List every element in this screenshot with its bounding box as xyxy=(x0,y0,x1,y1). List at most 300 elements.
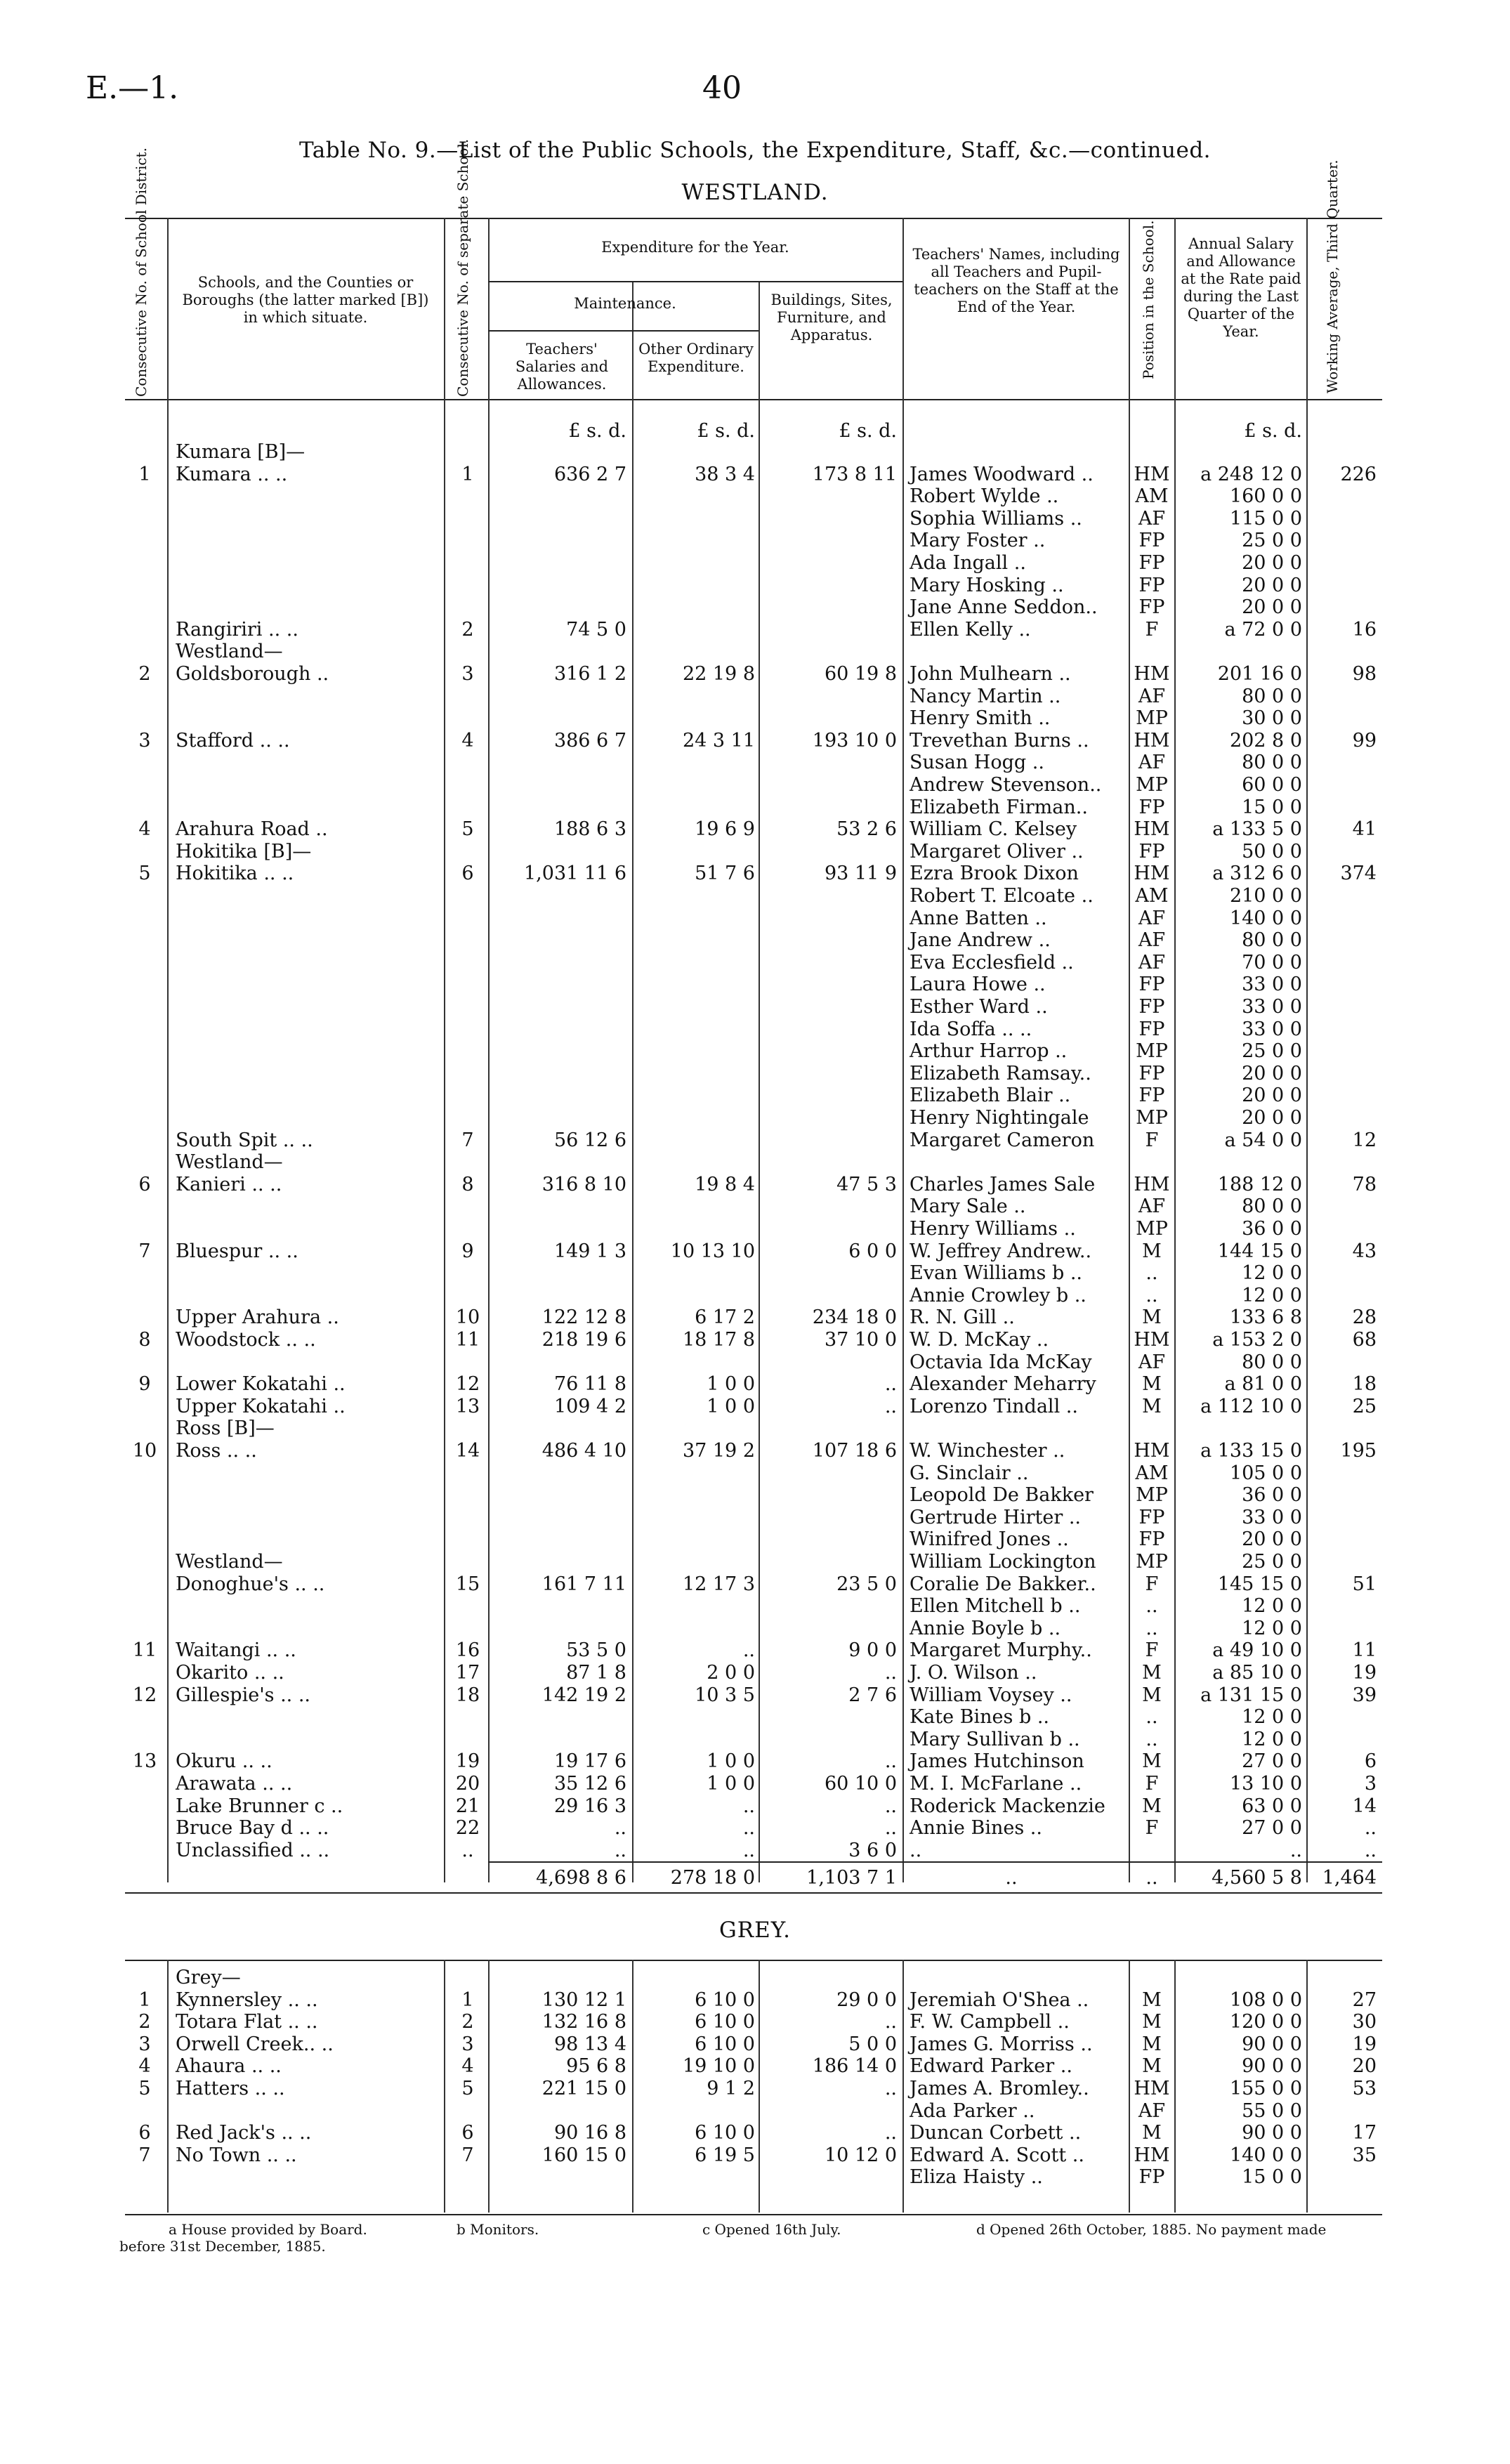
table-row xyxy=(0,1373,1510,1396)
teacher-name: Jane Anne Seddon.. xyxy=(910,596,1098,619)
footnote-d: d Opened 26th October, 1885. No payment made xyxy=(976,2221,1327,2238)
other-expenditure: 19 8 4 xyxy=(695,1173,755,1195)
teacher-name: J. O. Wilson .. xyxy=(910,1662,1037,1684)
district-no: 8 xyxy=(138,1329,151,1351)
position: .. xyxy=(1145,1728,1158,1750)
table-row xyxy=(0,441,1510,464)
teachers-salaries: 218 19 6 xyxy=(541,1329,626,1351)
other-expenditure: .. xyxy=(742,1795,755,1817)
school-name: Westland— xyxy=(176,641,283,663)
teachers-salaries: 56 12 6 xyxy=(553,1129,626,1151)
annual-salary: 15 0 0 xyxy=(1242,796,1302,818)
annual-salary: 133 6 8 xyxy=(1229,1306,1302,1329)
position: FP xyxy=(1138,796,1165,818)
position: F xyxy=(1145,618,1159,641)
table-row xyxy=(0,1084,1510,1107)
working-average: 30 xyxy=(1352,2011,1377,2033)
table-row xyxy=(0,2122,1510,2144)
buildings: 60 19 8 xyxy=(824,663,897,685)
school-name: Kumara .. .. xyxy=(176,463,288,485)
footnote-d-continued: before 31st December, 1885. xyxy=(119,2238,326,2255)
teachers-salaries: 98 13 4 xyxy=(553,2033,626,2055)
teacher-name: M. I. McFarlane .. xyxy=(910,1773,1082,1795)
header-other-expenditure: Other Ordinary Expenditure. xyxy=(638,341,754,375)
other-expenditure: .. xyxy=(742,1817,755,1840)
school-name: Unclassified .. .. xyxy=(176,1839,330,1861)
working-average: 41 xyxy=(1352,818,1377,841)
annual-salary: 20 0 0 xyxy=(1242,1084,1302,1107)
table-row xyxy=(0,641,1510,663)
position: FP xyxy=(1138,1084,1165,1107)
teachers-salaries: 130 12 1 xyxy=(541,1988,626,2011)
teacher-name: James G. Morriss .. xyxy=(910,2033,1093,2055)
teachers-salaries: .. xyxy=(614,1839,626,1861)
table-row xyxy=(0,1306,1510,1329)
annual-salary: 140 0 0 xyxy=(1229,907,1302,929)
teacher-name: W. D. McKay .. xyxy=(910,1329,1049,1351)
buildings: 186 14 0 xyxy=(812,2055,897,2078)
position: .. xyxy=(1145,1706,1158,1729)
position: AF xyxy=(1138,1195,1166,1218)
teacher-name: Roderick Mackenzie xyxy=(910,1795,1105,1817)
table-row xyxy=(0,663,1510,686)
school-no: 18 xyxy=(455,1684,480,1706)
position: AF xyxy=(1138,1351,1166,1373)
annual-salary: a 133 15 0 xyxy=(1200,1440,1302,1462)
school-name: Westland— xyxy=(176,1151,283,1174)
table-row xyxy=(0,1240,1510,1263)
working-average: 18 xyxy=(1352,1373,1377,1396)
units-salaries: £ s. d. xyxy=(568,420,626,442)
table-row xyxy=(0,996,1510,1018)
teacher-name: William Lockington xyxy=(910,1551,1096,1573)
position: AM xyxy=(1135,485,1169,508)
buildings: .. xyxy=(884,1373,897,1396)
working-average: 226 xyxy=(1340,463,1377,485)
school-no: .. xyxy=(461,1839,474,1861)
school-name: Bluespur .. .. xyxy=(176,1240,298,1262)
working-average: 68 xyxy=(1352,1329,1377,1351)
annual-salary: 155 0 0 xyxy=(1229,2078,1302,2099)
teacher-name: Eva Ecclesfield .. xyxy=(910,951,1074,974)
school-name: Okarito .. .. xyxy=(176,1662,284,1684)
annual-salary: 80 0 0 xyxy=(1242,685,1302,707)
table-row xyxy=(0,1795,1510,1818)
teacher-name: William Voysey .. xyxy=(910,1684,1072,1706)
header-position: Position in the School. xyxy=(1140,220,1157,379)
buildings: 47 5 3 xyxy=(836,1173,897,1195)
other-expenditure: .. xyxy=(742,1639,755,1662)
position: M xyxy=(1142,1662,1162,1684)
annual-salary: a 81 0 0 xyxy=(1224,1373,1302,1396)
teacher-name: Leopold De Bakker xyxy=(910,1484,1094,1507)
header-teachers-names: Teachers' Names, including all Teachers and Pupil-teachers on the Staff at the End of the Year. xyxy=(912,246,1120,315)
buildings: 29 0 0 xyxy=(836,1988,897,2011)
teacher-name: Ida Soffa .. .. xyxy=(910,1018,1032,1040)
table-row xyxy=(0,1063,1510,1085)
annual-salary: 25 0 0 xyxy=(1242,1040,1302,1063)
working-average: 20 xyxy=(1352,2055,1377,2078)
teachers-salaries: 74 5 0 xyxy=(566,618,626,641)
annual-salary: 12 0 0 xyxy=(1242,1595,1302,1618)
table-row xyxy=(0,1750,1510,1773)
school-name: South Spit .. .. xyxy=(176,1129,313,1151)
working-average: 99 xyxy=(1352,729,1377,752)
school-name: Orwell Creek.. .. xyxy=(176,2033,334,2055)
school-name: Hokitika [B]— xyxy=(176,840,312,863)
school-name: Ahaura .. .. xyxy=(176,2055,282,2078)
school-name: Hokitika .. .. xyxy=(176,863,294,885)
units-row xyxy=(0,420,1510,443)
annual-salary: .. xyxy=(1289,1839,1302,1861)
buildings: 60 10 0 xyxy=(824,1773,897,1795)
teacher-name: Jeremiah O'Shea .. xyxy=(910,1988,1089,2011)
footnote-b: b Monitors. xyxy=(457,2221,539,2238)
teachers-salaries: .. xyxy=(614,1817,626,1840)
position: FP xyxy=(1138,1506,1165,1528)
annual-salary: a 72 0 0 xyxy=(1224,618,1302,641)
teacher-name: Elizabeth Blair .. xyxy=(910,1084,1071,1107)
annual-salary: 60 0 0 xyxy=(1242,774,1302,796)
teacher-name: Charles James Sale xyxy=(910,1173,1096,1195)
other-expenditure: 6 10 0 xyxy=(695,1988,755,2011)
position: FP xyxy=(1138,574,1165,596)
annual-salary: 105 0 0 xyxy=(1229,1462,1302,1484)
annual-salary: 120 0 0 xyxy=(1229,2011,1302,2033)
footnote-a: a House provided by Board. xyxy=(169,2221,367,2238)
teacher-name: Ada Ingall .. xyxy=(910,552,1026,574)
teacher-name: W. Jeffrey Andrew.. xyxy=(910,1240,1092,1262)
teacher-name: Duncan Corbett .. xyxy=(910,2122,1082,2144)
school-name: No Town .. .. xyxy=(176,2144,297,2166)
teachers-salaries: 29 16 3 xyxy=(553,1795,626,1817)
annual-salary: 63 0 0 xyxy=(1242,1795,1302,1817)
position: HM xyxy=(1134,1329,1170,1351)
position: .. xyxy=(1145,1617,1158,1639)
other-expenditure: 9 1 2 xyxy=(707,2078,755,2099)
table-row xyxy=(0,1484,1510,1507)
teacher-name: Arthur Harrop .. xyxy=(910,1040,1068,1063)
district-no: 10 xyxy=(132,1440,157,1462)
other-expenditure: 24 3 11 xyxy=(682,729,755,752)
teacher-name: Mary Sale .. xyxy=(910,1195,1026,1218)
annual-salary: 12 0 0 xyxy=(1242,1262,1302,1285)
teacher-name: Margaret Cameron xyxy=(910,1129,1095,1151)
header-top-rule xyxy=(125,218,1382,219)
working-average: 14 xyxy=(1352,1795,1377,1817)
annual-salary: 25 0 0 xyxy=(1242,1551,1302,1573)
position: M xyxy=(1142,1395,1162,1417)
teacher-name: Annie Boyle b .. xyxy=(910,1617,1061,1639)
annual-salary: 201 16 0 xyxy=(1217,663,1302,685)
working-average: 3 xyxy=(1364,1773,1377,1795)
teachers-salaries: 316 8 10 xyxy=(541,1173,626,1195)
table-title: Table No. 9.—List of the Public Schools, the Expenditure, Staff, &c.—continued. xyxy=(298,138,1212,163)
table-row xyxy=(0,1595,1510,1618)
other-expenditure: 6 10 0 xyxy=(695,2122,755,2144)
teacher-name: Robert T. Elcoate .. xyxy=(910,885,1094,907)
header-annual-salary: Annual Salary and Allowance at the Rate paid during the Last Quarter of the Year. xyxy=(1181,235,1301,340)
table-row xyxy=(0,774,1510,797)
district-no: 6 xyxy=(138,1173,151,1195)
school-name: Hatters .. .. xyxy=(176,2078,285,2099)
position: FP xyxy=(1138,530,1165,552)
working-average: 27 xyxy=(1352,1988,1377,2011)
annual-salary: a 133 5 0 xyxy=(1212,818,1302,841)
table-row xyxy=(0,2100,1510,2123)
buildings: .. xyxy=(884,1662,897,1684)
teacher-name: Laura Howe .. xyxy=(910,974,1046,996)
table-row xyxy=(0,2055,1510,2078)
buildings: 107 18 6 xyxy=(812,1440,897,1462)
buildings: 37 10 0 xyxy=(824,1329,897,1351)
teacher-name: Henry Nightingale xyxy=(910,1107,1089,1129)
table-row xyxy=(0,1662,1510,1684)
annual-salary: 12 0 0 xyxy=(1242,1728,1302,1750)
teachers-salaries: 109 4 2 xyxy=(553,1395,626,1417)
table-row xyxy=(0,1129,1510,1152)
other-expenditure: 1 0 0 xyxy=(707,1373,755,1396)
position: M xyxy=(1142,2011,1162,2033)
position: AM xyxy=(1135,1462,1169,1484)
position: M xyxy=(1142,2122,1162,2144)
position: M xyxy=(1142,1373,1162,1396)
school-name: Westland— xyxy=(176,1551,283,1573)
other-expenditure: 19 6 9 xyxy=(695,818,755,841)
annual-salary: 55 0 0 xyxy=(1242,2099,1302,2122)
position: F xyxy=(1145,1573,1159,1595)
other-expenditure: 19 10 0 xyxy=(682,2055,755,2078)
teacher-name: Alexander Meharry xyxy=(910,1373,1096,1396)
position: MP xyxy=(1136,1040,1168,1063)
teachers-salaries: 386 6 7 xyxy=(553,729,626,752)
school-no: 3 xyxy=(461,663,474,685)
annual-salary: 80 0 0 xyxy=(1242,929,1302,952)
working-average: 53 xyxy=(1352,2078,1377,2099)
table-row xyxy=(0,552,1510,575)
table-row xyxy=(0,1262,1510,1285)
annual-salary: 27 0 0 xyxy=(1242,1817,1302,1840)
buildings: .. xyxy=(884,2078,897,2099)
working-average: 11 xyxy=(1352,1639,1377,1662)
position: AF xyxy=(1138,929,1166,952)
annual-salary: 108 0 0 xyxy=(1229,1988,1302,2011)
other-expenditure: 22 19 8 xyxy=(682,663,755,685)
school-name: Ross [B]— xyxy=(176,1417,275,1440)
buildings: 10 12 0 xyxy=(824,2144,897,2166)
annual-salary: 210 0 0 xyxy=(1229,885,1302,907)
buildings: .. xyxy=(884,1795,897,1817)
page-id: E.—1. xyxy=(86,70,179,106)
working-average: 51 xyxy=(1352,1573,1377,1595)
teachers-salaries: 636 2 7 xyxy=(553,463,626,485)
annual-salary: 160 0 0 xyxy=(1229,485,1302,508)
position: F xyxy=(1145,1639,1159,1662)
school-no: 19 xyxy=(455,1750,480,1773)
position: HM xyxy=(1134,729,1170,752)
position: M xyxy=(1142,1240,1162,1262)
annual-salary: a 153 2 0 xyxy=(1212,1329,1302,1351)
table-row xyxy=(0,1195,1510,1218)
position: M xyxy=(1142,2033,1162,2055)
buildings: 9 0 0 xyxy=(848,1639,897,1662)
school-name: Kynnersley .. .. xyxy=(176,1988,318,2011)
school-no: 14 xyxy=(455,1440,480,1462)
table-row xyxy=(0,2078,1510,2100)
other-expenditure: 6 17 2 xyxy=(695,1306,755,1329)
teachers-salaries: 76 11 8 xyxy=(553,1373,626,1396)
teacher-name: Gertrude Hirter .. xyxy=(910,1506,1082,1528)
teacher-name: Trevethan Burns .. xyxy=(910,729,1089,752)
table-row xyxy=(0,2011,1510,2033)
school-name: Kumara [B]— xyxy=(176,441,306,463)
teacher-name: Kate Bines b .. xyxy=(910,1706,1049,1729)
annual-salary: 20 0 0 xyxy=(1242,552,1302,574)
teacher-name: Susan Hogg .. xyxy=(910,752,1044,774)
working-average: 374 xyxy=(1340,863,1377,885)
table-row xyxy=(0,464,1510,486)
buildings: 193 10 0 xyxy=(812,729,897,752)
working-average: 6 xyxy=(1364,1750,1377,1773)
table-row xyxy=(0,596,1510,619)
school-name: Waitangi .. .. xyxy=(176,1639,296,1662)
grey-bottom-rule xyxy=(125,2214,1382,2215)
teacher-name: .. xyxy=(910,1839,922,1861)
school-name: Stafford .. .. xyxy=(176,729,290,752)
teachers-salaries: 486 4 10 xyxy=(541,1440,626,1462)
working-average: .. xyxy=(1364,1839,1377,1861)
position: M xyxy=(1142,1684,1162,1706)
position: FP xyxy=(1138,2166,1165,2189)
position: AF xyxy=(1138,685,1166,707)
annual-salary: 13 10 0 xyxy=(1229,1773,1302,1795)
position: HM xyxy=(1134,818,1170,841)
school-name: Arawata .. .. xyxy=(176,1773,293,1795)
teacher-name: Ellen Mitchell b .. xyxy=(910,1595,1081,1618)
annual-salary: a 131 15 0 xyxy=(1200,1684,1302,1706)
grey-top-rule xyxy=(125,1960,1382,1961)
district-no: 3 xyxy=(138,2033,151,2055)
position: FP xyxy=(1138,840,1165,863)
school-no: 8 xyxy=(461,1173,474,1195)
working-average: 16 xyxy=(1352,618,1377,641)
annual-salary: 12 0 0 xyxy=(1242,1706,1302,1729)
total-other: 278 18 0 xyxy=(670,1867,755,1889)
table-row xyxy=(0,1440,1510,1462)
header-consecutive-school: Consecutive No. of separate School. xyxy=(454,138,471,397)
teachers-salaries: 142 19 2 xyxy=(541,1684,626,1706)
school-name: Kanieri .. .. xyxy=(176,1173,282,1195)
position: M xyxy=(1142,1795,1162,1817)
units-buildings: £ s. d. xyxy=(839,420,897,442)
school-no: 16 xyxy=(455,1639,480,1662)
header-expenditure: Expenditure for the Year. xyxy=(601,239,789,256)
buildings: 23 5 0 xyxy=(836,1573,897,1595)
working-average: 25 xyxy=(1352,1395,1377,1417)
working-average: 98 xyxy=(1352,663,1377,685)
table-row xyxy=(0,1729,1510,1751)
section-heading-grey: GREY. xyxy=(718,1918,792,1943)
buildings: 53 2 6 xyxy=(836,818,897,841)
table-row xyxy=(0,1773,1510,1795)
district-no: 2 xyxy=(138,663,151,685)
teachers-salaries: 188 6 3 xyxy=(553,818,626,841)
other-expenditure: 1 0 0 xyxy=(707,1395,755,1417)
table-row xyxy=(0,1174,1510,1196)
working-average: 43 xyxy=(1352,1240,1377,1262)
teacher-name: James Woodward .. xyxy=(910,463,1094,485)
school-no: 2 xyxy=(461,2011,474,2033)
school-name: Grey— xyxy=(176,1967,241,1988)
position: MP xyxy=(1136,1218,1168,1240)
teacher-name: Mary Foster .. xyxy=(910,530,1046,552)
header-sub-rule xyxy=(488,281,902,282)
annual-salary: 90 0 0 xyxy=(1242,2033,1302,2055)
teacher-name: Elizabeth Firman.. xyxy=(910,796,1088,818)
district-no: 13 xyxy=(132,1750,157,1773)
position: F xyxy=(1145,1817,1159,1840)
annual-salary: 33 0 0 xyxy=(1242,1018,1302,1040)
table-row xyxy=(0,1840,1510,1862)
table-row xyxy=(0,1817,1510,1840)
annual-salary: 80 0 0 xyxy=(1242,1351,1302,1373)
annual-salary: a 112 10 0 xyxy=(1200,1395,1302,1417)
school-name: Upper Kokatahi .. xyxy=(176,1395,346,1417)
table-row xyxy=(0,863,1510,885)
table-row xyxy=(0,1329,1510,1351)
position: AM xyxy=(1135,885,1169,907)
total-buildings: 1,103 7 1 xyxy=(806,1867,897,1889)
table-row xyxy=(0,575,1510,597)
other-expenditure: 51 7 6 xyxy=(695,863,755,885)
table-row xyxy=(0,1218,1510,1240)
position: .. xyxy=(1145,1284,1158,1306)
teacher-name: Coralie De Bakker.. xyxy=(910,1573,1096,1595)
table-row xyxy=(0,929,1510,952)
position: M xyxy=(1142,2055,1162,2078)
table-row xyxy=(0,2144,1510,2167)
school-no: 21 xyxy=(455,1795,480,1817)
total-names: .. xyxy=(1005,1867,1018,1889)
other-expenditure: 6 10 0 xyxy=(695,2033,755,2055)
school-name: Arahura Road .. xyxy=(176,818,328,841)
buildings: .. xyxy=(884,1750,897,1773)
annual-salary: 12 0 0 xyxy=(1242,1284,1302,1306)
buildings: 2 7 6 xyxy=(848,1684,897,1706)
position: F xyxy=(1145,1129,1159,1151)
annual-salary: 33 0 0 xyxy=(1242,974,1302,996)
annual-salary: 12 0 0 xyxy=(1242,1617,1302,1639)
teacher-name: G. Sinclair .. xyxy=(910,1462,1029,1484)
position: .. xyxy=(1145,1262,1158,1285)
header-bottom-rule xyxy=(125,399,1382,400)
position: FP xyxy=(1138,974,1165,996)
district-no: 5 xyxy=(138,2078,151,2099)
position: MP xyxy=(1136,774,1168,796)
teacher-name: Elizabeth Ramsay.. xyxy=(910,1062,1091,1084)
teacher-name: W. Winchester .. xyxy=(910,1440,1065,1462)
other-expenditure: 38 3 4 xyxy=(695,463,755,485)
position: HM xyxy=(1134,2078,1170,2099)
position: AF xyxy=(1138,507,1166,530)
annual-salary: a 85 10 0 xyxy=(1212,1662,1302,1684)
units-other: £ s. d. xyxy=(697,420,755,442)
position: AF xyxy=(1138,907,1166,929)
position: AF xyxy=(1138,951,1166,974)
header-working-average: Working Average, Third Quarter. xyxy=(1324,159,1341,393)
annual-salary: 20 0 0 xyxy=(1242,1107,1302,1129)
position: FP xyxy=(1138,1062,1165,1084)
